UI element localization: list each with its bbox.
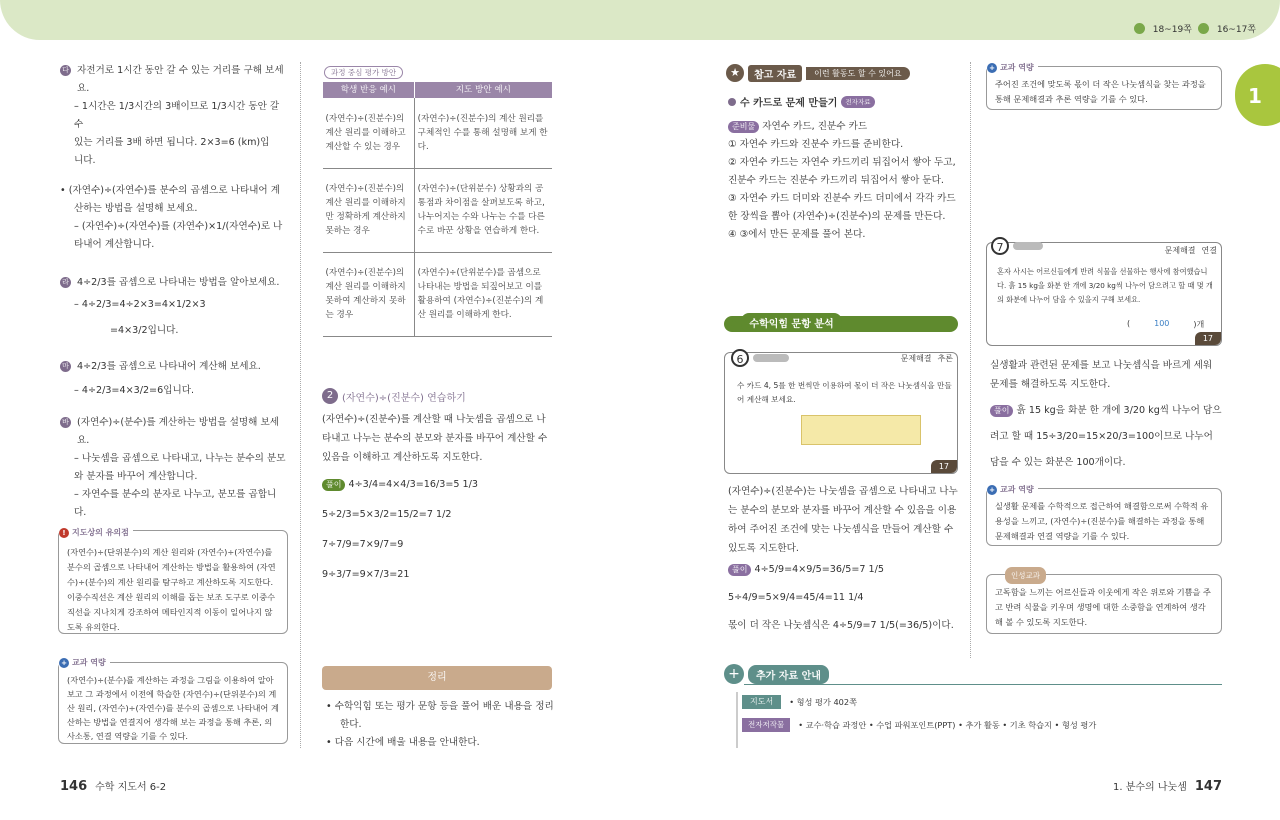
section2-heading [322, 388, 466, 404]
table-cell: (자연수)÷(진분수)의 계산 원리를 이해하지 못하여 계산하지 못하는 경우 [323, 252, 415, 336]
page-badge: 17 [931, 460, 957, 473]
problem6-header [731, 349, 789, 367]
character-title: 인성교과 [1005, 567, 1046, 584]
problem6-answer-area [801, 415, 921, 445]
answer-line: – (자연수)÷(자연수)를 (자연수)×1/(자연수)로 나 [74, 221, 283, 232]
answer-line: 있는 거리를 3배 하면 됩니다. 2×3=6 (km)입 [74, 137, 270, 148]
page-refs: 18~19쪽 16~17쪽 [1134, 22, 1256, 35]
problem6-card [724, 352, 958, 474]
workbook-title: ➜ 수학익힘 문항 분석 [724, 313, 842, 332]
table-row [323, 168, 553, 252]
equation: 4÷3/4=4×4/3=16/3=5 1/3 [348, 479, 478, 490]
caution-text: (자연수)÷(단위분수)의 계산 원리와 (자연수)÷(자연수)를 분수의 곱셈으로 나타내어 계산하는 방법을 활용하여 (자연수)÷(분수)의 계산 원리를 탐구하고 계산하도록 지도한다. 이중수직선은 계산 원리의 이해를 돕는 보조 도구로 이중수직선을 지나치게 강조하여 메타인지적 이동이 일어나지 않도록 유의한다. [67, 547, 276, 632]
column-divider [300, 62, 301, 748]
answer-line: – 1시간은 1/3시간의 3배이므로 1/3시간 동안 갈 수 [74, 101, 280, 130]
table-cell: (자연수)÷(단위분수)를 곱셈으로 나타내는 방법을 되짚어보고 이를 활용하여 (자연수)÷(진분수)의 계산 원리를 이해하게 한다. [414, 252, 552, 336]
problem6-text: 수 카드 4, 5를 한 번씩만 이용하여 몫이 더 작은 나눗셈식을 만들어 계산해 보세요. [737, 381, 952, 404]
problem7-header [991, 237, 1043, 255]
table-header: 지도 방안 예시 [414, 82, 552, 98]
problem6-solution [728, 556, 960, 640]
eval-table [322, 82, 552, 337]
problem7-text: 혼자 사시는 어르신들에게 반려 식물을 선물하는 행사에 참여했습니다. 흙 15 kg을 화분 한 개에 3/20 kg씩 나누어 담으려고 할 때 몇 개의 화분에 나누어 담을 수 있을지 구해 보세요. [997, 267, 1213, 304]
bullet-question: • (자연수)÷(자연수)를 분수의 곱셈으로 나타내어 계 [60, 185, 280, 196]
top-band [0, 0, 1280, 40]
star-icon: ★ [726, 64, 744, 82]
eval-tag: 과정 중심 평가 방안 [324, 66, 403, 79]
problem7-explanation: 실생활과 관련된 문제를 보고 나눗셈식을 바르게 세워 문제를 해결하도록 지도한다. [990, 360, 1213, 390]
table-cell: (자연수)÷(진분수)의 계산 원리를 구체적인 수를 통해 설명해 보게 한다. [414, 98, 552, 168]
competency-text: 주어진 조건에 맞도록 몫이 더 작은 나눗셈식을 찾는 과정을 통해 문제해결과 추론 역량을 기를 수 있다. [995, 79, 1206, 104]
problem7-answer: 100 [1154, 319, 1170, 328]
page-number: 146 [60, 779, 88, 794]
step-item: ③ 자연수 카드 더미와 진분수 카드 더미에서 각각 카드 한 장씩을 뽑아 (자연수)÷(진분수)의 문제를 만든다. [728, 193, 956, 222]
equation: 9÷3/7=9×7/3=21 [322, 569, 410, 580]
question-d: 4÷2/3를 곱셈으로 나타내는 방법을 알아보세요. [77, 277, 280, 288]
question-e: 4÷2/3를 곱셈으로 나타내어 계산해 보세요. [77, 361, 261, 372]
more-materials-line [744, 684, 1222, 685]
question-d-icon: 라 [60, 277, 71, 288]
more-materials-header [724, 664, 829, 684]
question-e-icon: 마 [60, 361, 71, 372]
reference-header [726, 64, 910, 82]
page-number: 147 [1194, 779, 1222, 794]
reference-subtitle: 이런 활동도 할 수 있어요 [806, 67, 909, 80]
left-column [60, 62, 288, 522]
problem7-card [986, 242, 1222, 346]
step-item: ② 자연수 카드는 자연수 카드끼리 뒤집어서 쌓아 두고, 진분수 카드는 진분수 카드끼리 뒤집어서 쌓아 둔다. [728, 157, 956, 186]
answer-unit: )개 [1193, 320, 1205, 329]
answer-line: – 나눗셈을 곱셈으로 나타내고, 나누는 분수의 분모 [74, 453, 286, 464]
equation: 4÷5/9=4×9/5=36/5=7 1/5 [754, 564, 884, 575]
digital-text: • 교수·학습 과정안 • 수업 파워포인트(PPT) • 추가 활동 • 기초 학습지 • 형성 평가 [798, 719, 1097, 730]
answer-line: =4×3/2입니다. [110, 325, 179, 336]
competency-text: (자연수)÷(분수)를 계산하는 과정을 그림을 이용하여 알아보고 그 과정에서 이전에 학습한 (자연수)÷(단위분수)의 계산 원리, (자연수)÷(자연수)를 분수의 곱셈으로 나타내어 계산하는 방법을 연결지어 생각해 보는 과정을 통해 추론, 의사소통, 연결 역량을 기를 수 있다. [67, 675, 279, 741]
answer-line: 타내어 계산합니다. [74, 239, 155, 250]
section2-title: (자연수)÷(진분수) 연습하기 [342, 392, 466, 404]
more-materials-list [736, 692, 1222, 748]
equation: 5÷4/9=5×9/4=45/4=11 1/4 [728, 592, 864, 603]
paren: ( [1127, 319, 1131, 328]
solution-block [322, 470, 554, 590]
problem-number: 6 [731, 349, 749, 367]
equation: 5÷2/3=5×3/2=15/2=7 1/2 [322, 509, 452, 520]
digital-label[interactable]: 전자저작물 [742, 718, 790, 732]
answer-line: 니다. [74, 155, 96, 166]
competency-title: + 교과 역량 [987, 60, 1038, 75]
question-c: 자전거로 1시간 동안 갈 수 있는 거리를 구해 보세요. [77, 65, 284, 94]
problem6-explanation: (자연수)÷(진분수)는 나눗셈을 곱셈으로 나타내고 나누는 분수의 분모와 분자를 바꾸어 계산할 수 있음을 이용하여 주어진 조건에 맞는 나눗셈식을 만들어 계산할 수 있도록 지도한다. [728, 486, 958, 554]
digital-tag: 전자자료 [841, 96, 874, 108]
tag: 문제해결 [900, 354, 932, 363]
answer-line: – 자연수를 분수의 분자로 나누고, 분모를 곱합니다. [74, 489, 277, 518]
summary-item-cont: 한다. [340, 719, 362, 730]
competency-box-right-1 [986, 63, 1222, 110]
solution-text: 흙 15 kg을 화분 한 개에 3/20 kg씩 나누어 담으려고 할 때 15÷3/20=15×20/3=100이므로 나누어 담을 수 있는 화분은 100개이다. [990, 405, 1222, 468]
answer-line: – 4÷2/3=4×3/2=6입니다. [74, 385, 195, 396]
competency-box-left [58, 658, 288, 744]
caution-title: ! 지도상의 유의점 [59, 525, 133, 540]
plus-icon: + [724, 664, 744, 684]
table-row [323, 252, 553, 336]
table-row [323, 98, 553, 168]
competency-text: 실생활 문제를 수학적으로 접근하여 해결함으로써 수학적 유용성을 느끼고, (자연수)÷(진분수)를 해결하는 과정을 통해 문제해결과 연결 역량을 기를 수 있다. [995, 501, 1209, 541]
section2-number: 2 [322, 388, 338, 404]
question-f-icon: 바 [60, 417, 71, 428]
summary-item: • 다음 시간에 배울 내용을 안내한다. [326, 737, 480, 748]
bullet-icon [728, 98, 736, 106]
difficulty-icon [753, 354, 789, 362]
competency-title: + 교과 역량 [987, 482, 1038, 497]
problem-number: 7 [991, 237, 1009, 255]
solution-label: 풀이 [322, 479, 345, 491]
question-f: (자연수)÷(분수)를 계산하는 방법을 설명해 보세요. [77, 417, 280, 446]
tag: 문제해결 [1164, 246, 1196, 255]
chapter-tab[interactable]: 1 [1235, 64, 1280, 126]
summary-list [326, 698, 556, 752]
prep-label: 준비물 [728, 121, 759, 133]
guide-label: 지도서 [742, 695, 781, 709]
arrow-icon: ➜ [724, 312, 738, 332]
table-cell: (자연수)÷(진분수)의 계산 원리를 이해하지만 정확하게 계산하지 못하는 경우 [323, 168, 415, 252]
equation: 7÷7/9=7×9/7=9 [322, 539, 404, 550]
page-badge: 17 [1195, 332, 1221, 345]
textbook-icon [1134, 23, 1145, 34]
tag: 추론 [937, 354, 953, 363]
table-cell: (자연수)÷(진분수)의 계산 원리를 이해하고 계산할 수 있는 경우 [323, 98, 415, 168]
summary-item: • 수학익힘 또는 평가 문항 등을 풀어 배운 내용을 정리 [326, 701, 554, 712]
footer-left [60, 778, 166, 794]
problem6-tags [901, 353, 953, 364]
more-materials-title: 추가 자료 안내 [748, 665, 829, 684]
workbook-icon [1198, 23, 1209, 34]
question-c-icon: 다 [60, 65, 71, 76]
answer-line: 와 분자를 바꾸어 계산합니다. [74, 471, 198, 482]
problem7-solution [990, 398, 1222, 476]
reference-title: 참고 자료 [748, 65, 802, 82]
character-box [986, 571, 1222, 634]
guide-text: • 형성 평가 402쪽 [789, 696, 857, 707]
problem7-tags [1165, 245, 1217, 256]
prep-text: 자연수 카드, 진분수 카드 [762, 121, 868, 132]
problem7-answer-row [1127, 319, 1204, 330]
solution-label: 풀이 [728, 564, 751, 576]
competency-box-right-2 [986, 485, 1222, 546]
reference-body [728, 118, 958, 244]
summary-bar: 정리 [322, 666, 552, 690]
section2-text: (자연수)÷(진분수)를 계산할 때 나눗셈을 곱셈으로 나타내고 나누는 분수의 분모와 분자를 바꾸어 계산할 수 있음을 이해하고 계산하도록 지도한다. [322, 414, 548, 463]
footer-right [1113, 778, 1222, 794]
caution-box [58, 530, 288, 634]
step-item: ① 자연수 카드와 진분수 카드를 준비한다. [728, 139, 904, 150]
difficulty-icon [1013, 242, 1043, 250]
character-text: 고독함을 느끼는 어르신들과 이웃에게 작은 위로와 기쁨을 주고 반려 식물을 키우며 생명에 대한 소중함을 연계하여 생각해 볼 수 있도록 지도한다. [995, 587, 1211, 627]
table-cell: (자연수)÷(단위분수) 상황과의 공통점과 차이점을 살펴보도록 하고, 나누어지는 수와 나누는 수를 다른 수로 바꾼 상황을 연습하게 한다. [414, 168, 552, 252]
answer-line: – 4÷2/3=4÷2×3=4×1/2×3 [74, 299, 206, 310]
step-item: ④ ③에서 만든 문제를 풀어 본다. [728, 229, 866, 240]
bullet-question-cont: 산하는 방법을 설명해 보세요. [74, 203, 198, 214]
reference-heading: 수 카드로 문제 만들기 전자자료 [728, 94, 875, 109]
column-divider [970, 62, 971, 658]
book-title: 수학 지도서 6-2 [95, 782, 167, 793]
competency-title: + 교과 역량 [59, 656, 110, 670]
chapter-title: 1. 분수의 나눗셈 [1113, 782, 1187, 793]
table-header: 학생 반응 예시 [323, 82, 415, 98]
equation: 몫이 더 작은 나눗셈식은 4÷5/9=7 1/5(=36/5)이다. [728, 620, 954, 631]
solution-label: 풀이 [990, 405, 1013, 417]
tag: 연결 [1201, 246, 1217, 255]
